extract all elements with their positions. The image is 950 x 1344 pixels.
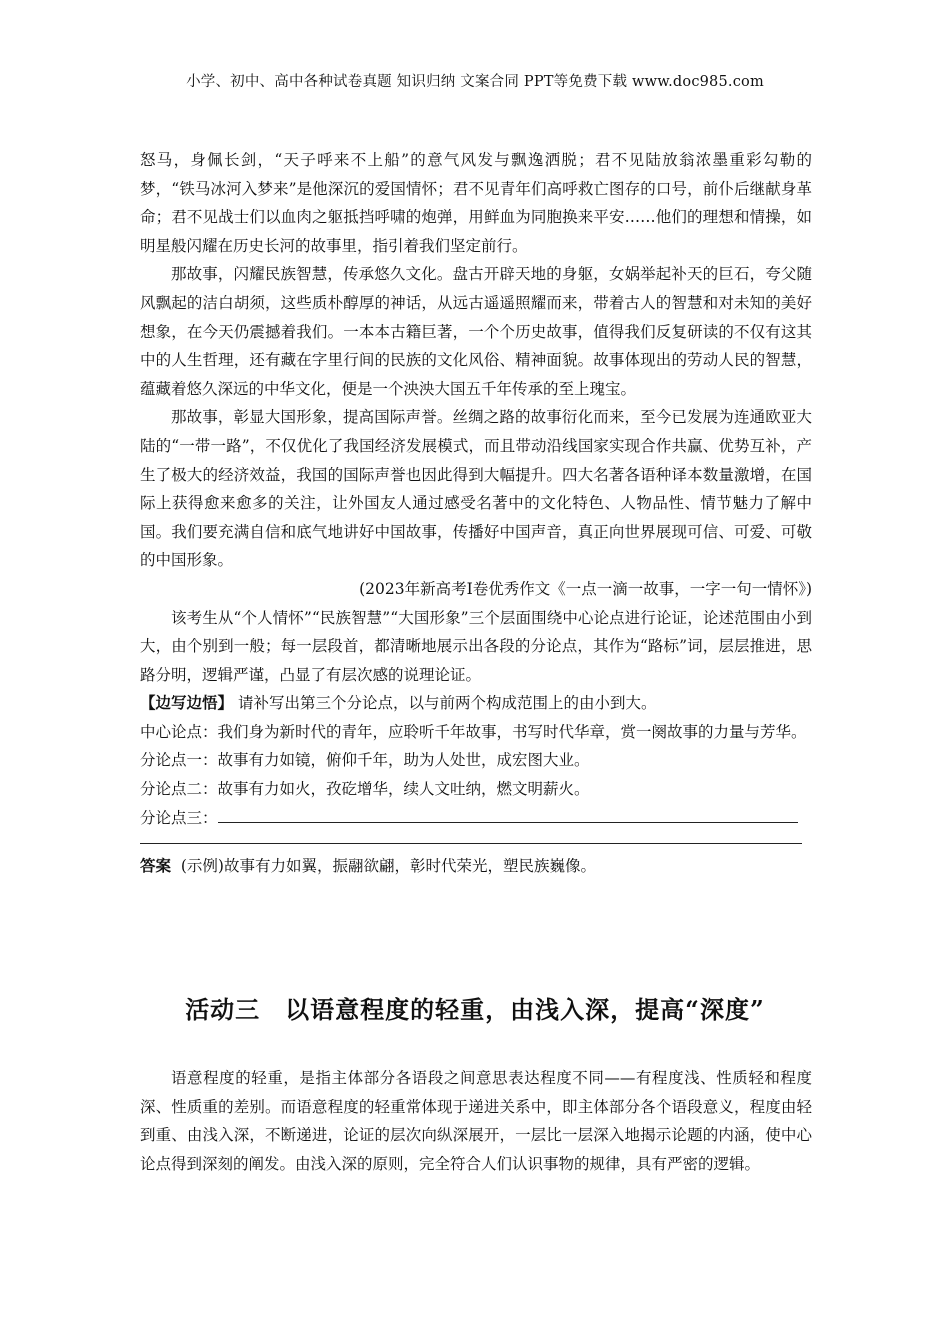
answer-blank-line-1[interactable] [218, 804, 798, 823]
section-title: 活动三 以语意程度的轻重，由浅入深，提高“深度” [185, 995, 765, 1024]
page-header: 小学、初中、高中各种试卷真题 知识归纳 文案合同 PPT等免费下载 www.doc985.com [186, 74, 764, 90]
section-body [140, 1064, 812, 1178]
essay-paragraph-2: 那故事，闪耀民族智慧，传承悠久文化。盘古开辟天地的身躯，女娲举起补天的巨石，夸父随风飘起的洁白胡须，这些质朴醇厚的神话，从远古遥遥照耀而来，带着古人的智慧和对未知的美好想象，在今天仍震撼着我们。一本本古籍巨著，一个个历史故事，值得我们反复研读的不仅有这其中的人生哲理，还有藏在字里行间的民族的文化风俗、精神面貌。故事体现出的劳动人民的智慧，蕴藏着悠久深远的中华文化，便是一个泱泱大国五千年传承的至上瑰宝。 [140, 265, 812, 398]
exercise-prompt-text: 请补写出第三个分论点，以与前两个构成范围上的由小到大。 [237, 694, 657, 713]
central-thesis: 中心论点：我们身为新时代的青年，应聆听千年故事，书写时代华章，赏一阕故事的力量与芳华。 [140, 722, 807, 741]
section-paragraph: 语意程度的轻重，是指主体部分各语段之间意思表达程度不同——有程度浅、性质轻和程度深、性质重的差别。而语意程度的轻重常体现于递进关系中，即主体部分各个语段意义，程度由轻到重、由浅入深，不断递进，论证的层次向纵深展开，一层比一层深入地揭示论题的内涵，使中心论点得到深刻的阐发。由浅入深的原则，完全符合人们认识事物的规律，具有严密的逻辑。 [140, 1069, 812, 1173]
essay-paragraph-3: 那故事，彰显大国形象，提高国际声誉。丝绸之路的故事衍化而来，至今已发展为连通欧亚大陆的“一带一路”，不仅优化了我国经济发展模式，而且带动沿线国家实现合作共赢、优势互补，产生了极大的经济效益，我国的国际声誉也因此得到大幅提升。四大名著各语种译本数量激增，在国际上获得愈来愈多的关注，让外国友人通过感受名著中的文化特色、人物品性、情节魅力了解中国。我们要充满自信和底气地讲好中国故事，传播好中国声音，真正向世界展现可信、可爱、可敬的中国形象。 [140, 408, 812, 570]
sub-point-1: 分论点一：故事有力如镜，俯仰千年，助为人处世，成宏图大业。 [140, 751, 590, 770]
sub-point-3-label: 分论点三： [140, 808, 218, 827]
exercise-prompt [140, 689, 812, 718]
essay-paragraph-1: 怒马，身佩长剑，“天子呼来不上船”的意气风发与飘逸洒脱；君不见陆放翁浓墨重彩勾勒的梦，“铁马冰河入梦来”是他深沉的爱国情怀；君不见青年们高呼救亡图存的口号，前仆后继献身革命；君不见战士们以血肉之躯抵挡呼啸的炮弹，用鲜血为同胞换来平安……他们的理想和情操，如明星般闪耀在历史长河的故事里，指引着我们坚定前行。 [140, 151, 812, 255]
sub-point-2: 分论点二：故事有力如火，孜矻增华，续人文吐纳，燃文明薪火。 [140, 780, 590, 799]
essay-source: (2023年新高考Ⅰ卷优秀作文《一点一滴一故事，一字一句一情怀》) [359, 579, 812, 598]
exercise-label: 【边写边悟】 [140, 693, 234, 713]
answer-blank-line-2[interactable] [140, 842, 802, 844]
analysis-paragraph: 该考生从“个人情怀”“民族智慧”“大国形象”三个层面围绕中心论点进行论证，论述范围由小到大，由个别到一般；每一层段首，都清晰地展示出各段的分论点，其作为“路标”词，层层推进，思路分明，逻辑严谨，凸显了有层次感的说理论证。 [140, 608, 812, 684]
answer [140, 852, 812, 881]
answer-label: 答案 [140, 856, 172, 876]
sub-point-3 [140, 804, 812, 833]
essay-excerpt [140, 146, 812, 881]
answer-text: (示例)故事有力如翼，振翮欲翩，彰时代荣光，塑民族巍像。 [180, 857, 596, 876]
